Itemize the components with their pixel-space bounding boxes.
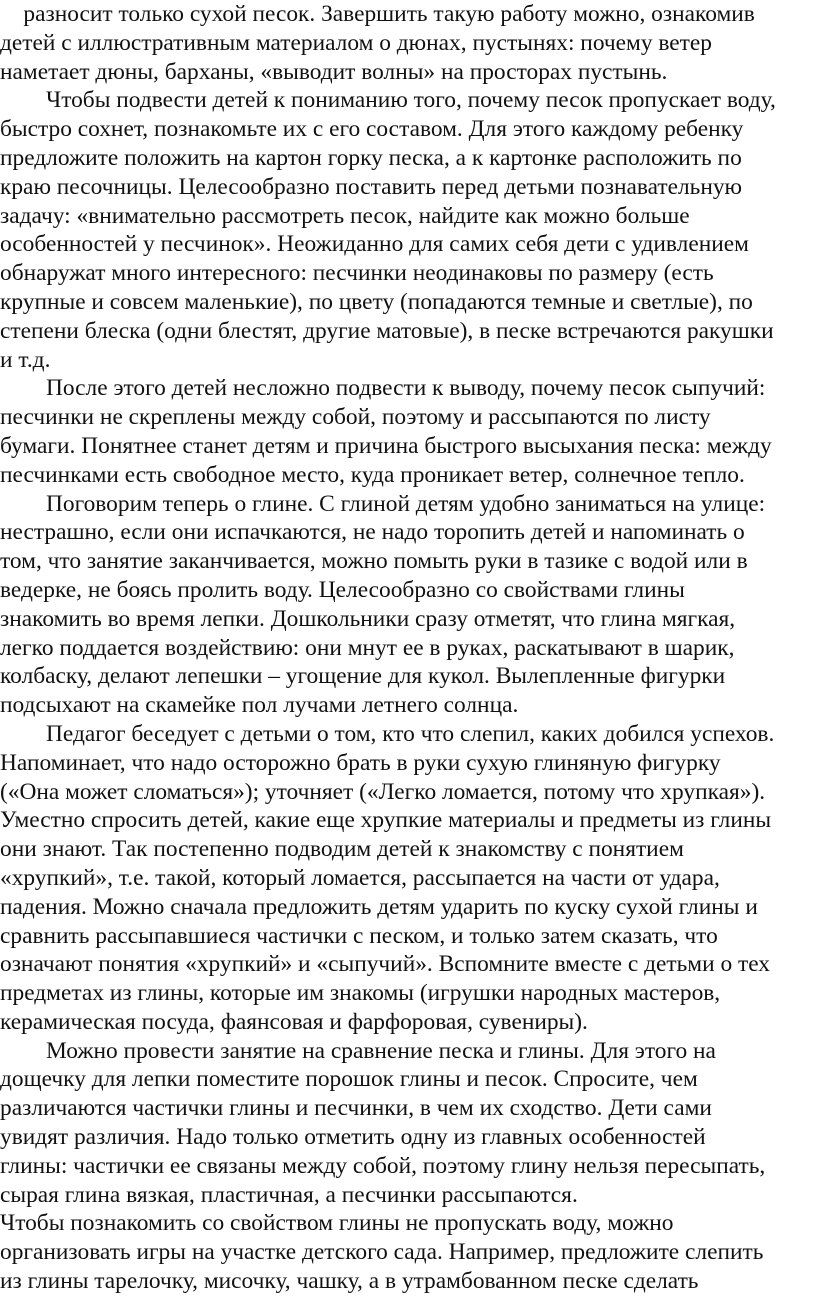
text-line: из глины тарелочку, мисочку, чашку, а в утрамбованном песке сделать [0, 1268, 699, 1295]
text-line: наметает дюны, барханы, «выводит волны» на просторах пустынь. [0, 58, 668, 85]
paragraph-6 [0, 1037, 814, 1210]
text-line: Поговорим теперь о глине. С глиной детям удобно заниматься на улице: [46, 490, 766, 517]
text-line: подсыхают на скамейке пол лучами летнего солнца. [0, 692, 519, 719]
text-line: различаются частички глины и песчинки, в чем их сходство. Дети сами [0, 1095, 712, 1122]
text-line: сырая глина вязкая, пластичная, а песчинки рассыпаются. [0, 1181, 578, 1208]
text-line: колбаску, делают лепешки – угощение для кукол. Вылепленные фигурки [0, 663, 726, 690]
text-line: Можно провести занятие на сравнение песка и глины. Для этого на [46, 1037, 716, 1064]
text-line: Чтобы познакомить со свойством глины не пропускать воду, можно [0, 1210, 674, 1237]
text-line: увидят различия. Надо только отметить одну из главных особенностей [0, 1124, 706, 1151]
text-line: том, что занятие заканчивается, можно помыть руки в тазике с водой или в [0, 548, 748, 575]
text-line: Уместно спросить детей, какие еще хрупкие материалы и предметы из глины [0, 807, 772, 834]
text-line: задачу: «внимательно рассмотреть песок, найдите как можно больше [0, 202, 690, 229]
text-line: дощечку для лепки поместите порошок глины и песок. Спросите, чем [0, 1066, 698, 1093]
text-line: песчинками есть свободное место, куда проникает ветер, солнечное тепло. [0, 461, 745, 488]
text-line: глины: частички ее связаны между собой, поэтому глину нельзя пересыпать, [0, 1152, 766, 1179]
text-line: «хрупкий», т.е. такой, который ломается, рассыпается на части от удара, [0, 864, 720, 891]
text-line: означают понятия «хрупкий» и «сыпучий». Вспомните вместе с детьми о тех [0, 951, 770, 978]
text-line: предложите положить на картон горку песка, а к картонке расположить по [0, 144, 742, 171]
text-line: степени блеска (одни блестят, другие матовые), в песке встречаются ракушки [0, 317, 774, 344]
text-line: краю песочницы. Целесообразно поставить перед детьми познавательную [0, 173, 743, 200]
paragraph-5 [0, 720, 814, 1037]
text-line: («Она может сломаться»); уточняет («Легко ломается, потому что хрупкая»). [0, 778, 766, 805]
paragraph-1 [0, 0, 814, 86]
text-line: они знают. Так постепенно подводим детей к знакомству с понятием [0, 836, 684, 863]
paragraph-2 [0, 86, 814, 374]
text-line: сравнить рассыпавшиеся частички с песком, и только затем сказать, что [0, 922, 718, 949]
text-line: легко поддается воздействию: они мнут ее в руках, раскатывают в шарик, [0, 634, 735, 661]
paragraph-4 [0, 490, 814, 720]
paragraph-7 [0, 1209, 814, 1295]
text-line: организовать игры на участке детского сада. Например, предложите слепить [0, 1239, 764, 1266]
text-line: крупные и совсем маленькие), по цвету (попадаются темные и светлые), по [0, 288, 753, 315]
text-line: разносит только сухой песок. Завершить такую работу можно, ознакомив [0, 1, 755, 27]
text-line: бумаги. Понятнее станет детям и причина быстрого высыхания песка: между [0, 432, 772, 459]
text-line: быстро сохнет, познакомьте их с его составом. Для этого каждому ребенку [0, 116, 744, 143]
paragraph-3 [0, 374, 814, 489]
text-line: и т.д. [0, 346, 51, 373]
text-line: нестрашно, если они испачкаются, не надо торопить детей и напоминать о [0, 519, 745, 546]
text-line: Напоминает, что надо осторожно брать в руки сухую глиняную фигурку [0, 749, 721, 776]
text-line: песчинки не скреплены между собой, поэтому и рассыпаются по листу [0, 404, 711, 431]
text-line: После этого детей несложно подвести к выводу, почему песок сыпучий: [46, 375, 766, 402]
text-line: знакомить во время лепки. Дошкольники сразу отметят, что глина мягкая, [0, 605, 736, 632]
text-line: керамическая посуда, фаянсовая и фарфоровая, сувениры). [0, 1008, 588, 1035]
text-line: ведерке, не боясь пролить воду. Целесообразно со свойствами глины [0, 576, 685, 603]
text-line: Чтобы подвести детей к пониманию того, почему песок пропускает воду, [46, 87, 776, 114]
text-line: обнаружат много интересного: песчинки неодинаковы по размеру (есть [0, 260, 714, 287]
text-line: особенностей у песчинок». Неожиданно для самих себя дети с удивлением [0, 231, 749, 258]
text-line: падения. Можно сначала предложить детям ударить по куску сухой глины и [0, 893, 758, 920]
text-line: Педагог беседует с детьми о том, кто что слепил, каких добился успехов. [46, 720, 775, 747]
text-line: предметах из глины, которые им знакомы (игрушки народных мастеров, [0, 980, 721, 1007]
text-line: детей с иллюстративным материалом о дюнах, пустынях: почему ветер [0, 29, 712, 56]
